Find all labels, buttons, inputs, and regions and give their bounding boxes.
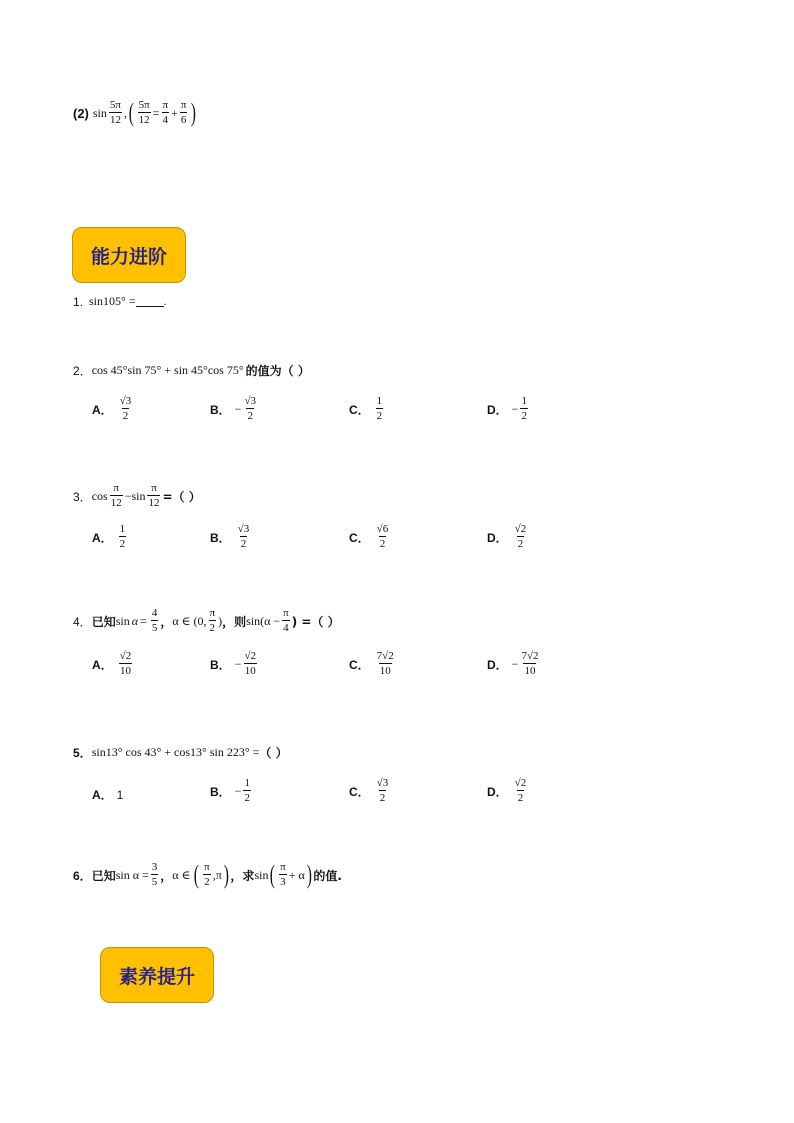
- question-4: 4． 已知 sin α = $\frac{4}{5}$ ， α ∈ (0, $\frac{\pi}{2}$ ) ，则 sin(α − $\frac{\pi}{4}$ ) =（ ）: [73, 607, 340, 634]
- intro-line: (2) sin $\frac{5\pi}{12}$ , ( $\frac{5\pi}{12}$ = $\frac{\pi}{4}$ + $\frac{\pi}{6}$ ): [73, 98, 197, 127]
- question-6: 6． 已知 sin α = $\frac{3}{5}$ ， α ∈ ( $\frac{\pi}{2}$ ,π ) ，求 sin ( $\frac{\pi}{3}$ + α ) 的值.: [73, 860, 342, 889]
- q3-option-a[interactable]: A． $\frac{1}{2}$: [92, 523, 126, 550]
- q4-option-d[interactable]: D． − $\frac{7√2}{10}$: [487, 650, 539, 677]
- q5-expr: sin13° cos 43° + cos13° sin 223° =: [91, 745, 260, 759]
- q4-number: 4．: [73, 614, 92, 629]
- q2-option-d[interactable]: D． − $\frac{1}{2}$: [487, 395, 527, 422]
- q6-number: 6．: [73, 868, 92, 883]
- intro-frac4: $\frac{\pi}{6}$: [180, 99, 187, 126]
- q2-expr: cos 45°sin 75° + sin 45°cos 75°: [91, 363, 244, 377]
- q3-option-b[interactable]: B． $\frac{√3}{2}$: [210, 523, 250, 550]
- q5-number: 5．: [73, 746, 92, 760]
- q1-number: 1.: [73, 294, 84, 309]
- q5-option-c[interactable]: C． $\frac{√3}{2}$: [349, 777, 389, 804]
- q2-option-c[interactable]: C． $\frac{1}{2}$: [349, 395, 383, 422]
- question-2: [73, 362, 310, 379]
- intro-fn: sin: [92, 105, 107, 120]
- q2-number: 2．: [73, 364, 92, 378]
- q1-blank: [136, 296, 164, 307]
- q2-option-b[interactable]: B． − $\frac{√3}{2}$: [210, 395, 256, 422]
- q4-option-a[interactable]: A． $\frac{√2}{10}$: [92, 650, 132, 677]
- q5-option-b[interactable]: B． − $\frac{1}{2}$: [210, 777, 250, 804]
- question-5: 5． sin13° cos 43° + cos13° sin 223° = （ ）: [73, 745, 288, 760]
- intro-frac3: $\frac{\pi}{4}$: [162, 99, 169, 126]
- intro-label: (2): [73, 105, 89, 121]
- q4-option-c[interactable]: C． $\frac{7√2}{10}$: [349, 650, 394, 677]
- q4-option-b[interactable]: B． − $\frac{√2}{10}$: [210, 650, 256, 677]
- section-title-literacy: 素养提升: [100, 947, 214, 1003]
- q5-option-d[interactable]: D． $\frac{√2}{2}$: [487, 777, 527, 804]
- q5-option-a[interactable]: A． 1: [92, 787, 124, 802]
- q3-number: 3．: [73, 489, 92, 504]
- q3-option-c[interactable]: C． $\frac{√6}{2}$: [349, 523, 389, 550]
- question-3: 3． cos $\frac{\pi}{12}$ − sin $\frac{\pi}{12}$ =（ ）: [73, 482, 201, 509]
- question-1: 1. sin105° = .: [73, 294, 167, 309]
- intro-frac1: $\frac{5\pi}{12}$: [109, 99, 121, 126]
- section-title-advanced: 能力进阶: [72, 227, 186, 283]
- q1-expr: sin105° =: [89, 294, 136, 308]
- intro-frac2: $\frac{5\pi}{12}$: [138, 99, 150, 126]
- q2-option-a[interactable]: A． $\frac{√3}{2}$: [92, 395, 132, 422]
- q2-tail: 的值为（ ）: [245, 364, 310, 378]
- q3-option-d[interactable]: D． $\frac{√2}{2}$: [487, 523, 527, 550]
